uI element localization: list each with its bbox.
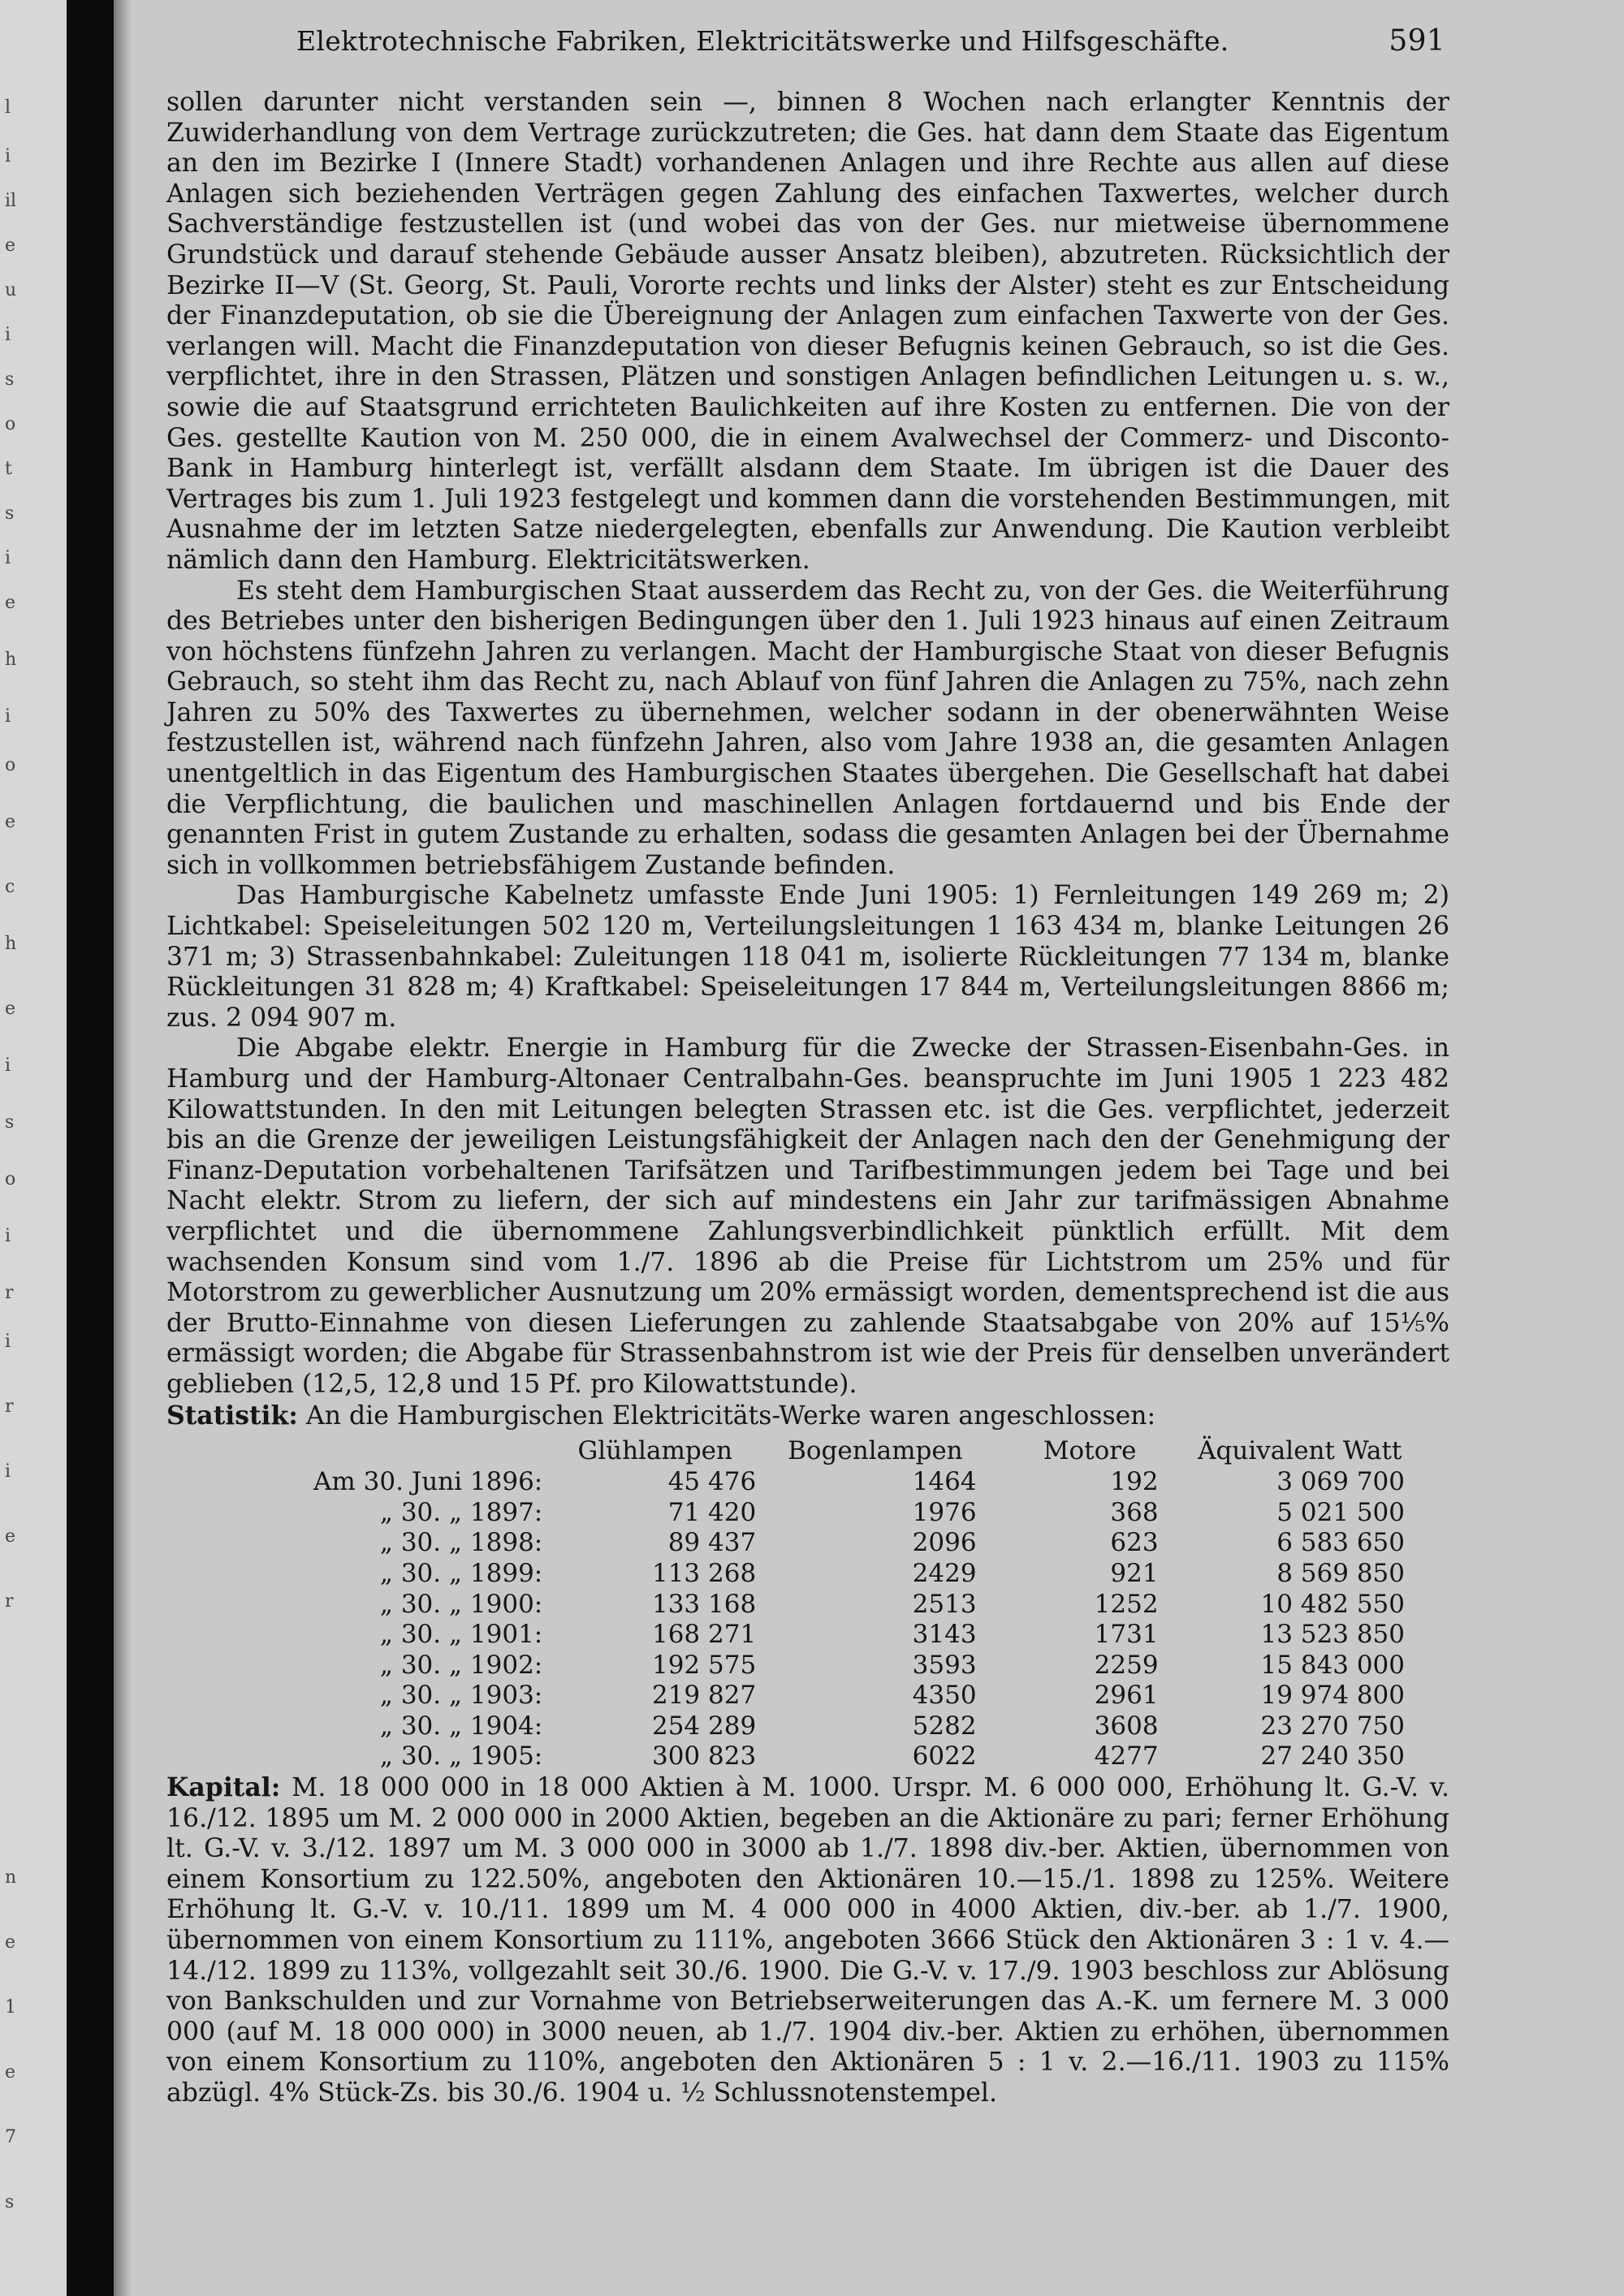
margin-fragment: i: [5, 706, 11, 727]
table-row: [166, 1651, 1449, 1681]
margin-fragment: i: [5, 1226, 11, 1246]
margin-fragment: 7: [5, 2127, 16, 2147]
cell-motore: 1252: [1094, 1589, 1159, 1619]
margin-fragment: e: [5, 2062, 16, 2082]
cell-watt: 19 974 800: [1260, 1681, 1405, 1711]
margin-fragment: e: [5, 593, 16, 613]
cell-motore: 4277: [1094, 1741, 1159, 1772]
row-label: „ 30. „ 1903:: [379, 1681, 543, 1711]
cell-motore: 3608: [1094, 1711, 1159, 1741]
cell-bogenlampen: 3143: [912, 1620, 977, 1650]
cell-bogenlampen: 4350: [912, 1681, 977, 1711]
column-header: Bogenlampen: [788, 1436, 963, 1466]
margin-fragment: il: [5, 191, 17, 211]
margin-fragment: h: [5, 934, 17, 954]
paragraph: Das Hamburgische Kabelnetz umfasste Ende Juni 1905: 1) Fernleitungen 149 269 m; 2) Lichtkabel: Speiseleitungen 502 120 m, Verteilungsleitungen 1 163 434 m, blanke Leitungen 26 371 m; 3) Strassenbahnkabel: Zuleitungen 118 041 m, isolierte Rückleitungen 77 134 m, blanke Rückleitungen 31 828 m; 4) Kraftkabel: Speiseleitungen 17 844 m, Verteilungsleitungen 8866 m; zus. 2 094 907 m.: [166, 881, 1449, 1033]
cell-gluehlampen: 168 271: [651, 1620, 757, 1650]
margin-fragment: e: [5, 999, 16, 1019]
margin-fragment: s: [5, 369, 15, 390]
table-row: [166, 1590, 1449, 1621]
table-row: [166, 1498, 1449, 1529]
cell-gluehlampen: 71 420: [667, 1497, 757, 1527]
row-label: „ 30. „ 1898:: [379, 1528, 543, 1558]
page: [166, 24, 1449, 2109]
cell-gluehlampen: 254 289: [651, 1711, 757, 1741]
cell-gluehlampen: 45 476: [667, 1467, 757, 1497]
cell-watt: 5 021 500: [1276, 1497, 1405, 1527]
column-header: Motore: [1043, 1436, 1137, 1466]
cell-bogenlampen: 1976: [912, 1497, 977, 1527]
margin-fragment: i: [5, 548, 11, 568]
table-row: [166, 1620, 1449, 1651]
cell-gluehlampen: 133 168: [651, 1589, 757, 1619]
kapital-section: [166, 1772, 1449, 2109]
margin-fragment: i: [5, 1331, 11, 1352]
margin-fragment: o: [5, 755, 16, 775]
cell-watt: 3 069 700: [1276, 1467, 1405, 1497]
cell-bogenlampen: 5282: [912, 1711, 977, 1741]
statistik-label: Statistik:: [166, 1400, 298, 1431]
table-row: [166, 1681, 1449, 1711]
row-label: „ 30. „ 1899:: [379, 1558, 543, 1588]
kapital-text: M. 18 000 000 in 18 000 Aktien à M. 1000. Urspr. M. 6 000 000, Erhöhung lt. G.-V. v. 16./12. 1895 um M. 2 000 000 in 2000 Aktien, begeben an die Aktionäre zu pari; ferner Erhöhung lt. G.-V. v. 3./12. 1897 um M. 3 000 000 in 3000 ab 1./7. 1898 div.-ber. Aktien, übernommen von einem Konsortium zu 122.50%, angeboten den Aktionären 10.—15./1. 1898 zu 125%. Weitere Erhöhung lt. G.-V. v. 10./11. 1899 um M. 4 000 000 in 4000 Aktien, div.-ber. ab 1./7. 1900, übernommen von einem Konsortium zu 111%, angeboten 3666 Stück den Aktionären 3 : 1 v. 4.—14./12. 1899 zu 113%, vollgezahlt seit 30./6. 1900. Die G.-V. v. 17./9. 1903 beschloss zur Ablösung von Bankschulden und zur Vornahme von Betriebserweiterungen das A.-K. um fernere M. 3 000 000 (auf M. 18 000 000) in 3000 neuen, ab 1./7. 1904 div.-ber. Aktien zu erhöhen, übernommen von einem Konsortium zu 110%, angeboten den Aktionären 5 : 1 v. 2.—16./11. 1903 zu 115% abzügl. 4% Stück-Zs. bis 30./6. 1904 u. ½ Schlussnotenstempel.: [166, 1773, 1449, 2108]
cell-gluehlampen: 89 437: [667, 1528, 757, 1558]
cell-motore: 2259: [1094, 1650, 1159, 1680]
cell-watt: 6 583 650: [1276, 1528, 1405, 1558]
row-label: „ 30. „ 1904:: [379, 1711, 543, 1741]
cell-bogenlampen: 3593: [912, 1650, 977, 1680]
cell-motore: 1731: [1094, 1620, 1159, 1650]
kapital-label: Kapital:: [166, 1772, 281, 1803]
margin-fragment: r: [5, 1591, 14, 1612]
statistik-table: [166, 1436, 1449, 1772]
cell-watt: 15 843 000: [1260, 1650, 1405, 1680]
table-header-row: [166, 1436, 1449, 1467]
cell-gluehlampen: 219 827: [651, 1681, 757, 1711]
paragraph: sollen darunter nicht verstanden sein —, binnen 8 Wochen nach erlangter Kenntnis der Zuwiderhandlung von dem Vertrage zurückzutreten; die Ges. hat dann dem Staate das Eigentum an den im Bezirke I (Innere Stadt) vorhandenen Anlagen und ihre Rechte aus allen auf diese Anlagen sich beziehenden Verträgen gegen Zahlung des einfachen Taxwertes, welcher durch Sachverständige festzustellen ist (und wobei das von der Ges. nur mietweise übernommene Grundstück und darauf stehende Gebäude ausser Ansatz bleiben), abzutreten. Rücksichtlich der Bezirke II—V (St. Georg, St. Pauli, Vororte rechts und links der Alster) steht es zur Entscheidung der Finanzdeputation, ob sie die Übereignung der Anlagen zum einfachen Taxwerte von der Ges. verlangen will. Macht die Finanzdeputation von dieser Befugnis keinen Gebrauch, so ist die Ges. verpflichtet, ihre in den Strassen, Plätzen und sonstigen Anlagen befindlichen Leitungen u. s. w., sowie die auf Staatsgrund errichteten Baulichkeiten auf ihre Kosten zu entfernen. Die von der Ges. gestellte Kaution von M. 250 000, die in einem Avalwechsel der Commerz- und Disconto-Bank in Hamburg hinterlegt ist, verfällt alsdann dem Staate. Im übrigen ist die Dauer des Vertrages bis zum 1. Juli 1923 festgelegt und kommen dann die vorstehenden Bestimmungen, mit Ausnahme der im letzten Satze niedergelegten, ebenfalls zur Anwendung. Die Kaution verbleibt nämlich dann den Hamburg. Elektricitätswerken.: [166, 88, 1449, 575]
book-gutter: [67, 0, 114, 2296]
row-label: „ 30. „ 1905:: [379, 1741, 543, 1772]
margin-fragment: e: [5, 1932, 16, 1953]
table-row: [166, 1528, 1449, 1559]
column-header: Glühlampen: [577, 1436, 732, 1466]
margin-fragment: i: [5, 1461, 11, 1482]
margin-fragment: s: [5, 1112, 15, 1133]
margin-fragment: i: [5, 325, 11, 345]
cell-bogenlampen: 2096: [912, 1528, 977, 1558]
statistik-intro: An die Hamburgischen Elektricitäts-Werke waren angeschlossen:: [305, 1400, 1156, 1431]
margin-fragment: c: [5, 877, 15, 897]
cell-motore: 368: [1110, 1497, 1159, 1527]
margin-fragment: e: [5, 235, 16, 256]
page-number: 591: [1389, 24, 1445, 58]
cell-gluehlampen: 300 823: [651, 1741, 757, 1772]
cell-watt: 27 240 350: [1260, 1741, 1405, 1772]
cell-watt: 13 523 850: [1260, 1620, 1405, 1650]
cell-motore: 192: [1110, 1467, 1159, 1497]
cell-bogenlampen: 1464: [912, 1467, 977, 1497]
margin-fragment: e: [5, 1526, 16, 1547]
row-label: „ 30. „ 1902:: [379, 1650, 543, 1680]
running-header: [296, 24, 1449, 70]
table-header-blank: [166, 1436, 554, 1467]
cell-gluehlampen: 192 575: [651, 1650, 757, 1680]
margin-fragment: u: [5, 280, 17, 300]
row-label: „ 30. „ 1897:: [379, 1497, 543, 1527]
cell-bogenlampen: 2513: [912, 1589, 977, 1619]
body-text: [166, 88, 1449, 2109]
cell-bogenlampen: 2429: [912, 1558, 977, 1588]
cell-watt: 8 569 850: [1276, 1558, 1405, 1588]
margin-fragment: s: [5, 503, 15, 524]
cell-motore: 921: [1110, 1558, 1159, 1588]
table-row: [166, 1711, 1449, 1742]
table-row: [166, 1467, 1449, 1498]
running-title: Elektrotechnische Fabriken, Elektricitätswerke und Hilfsgeschäfte.: [296, 25, 1229, 57]
margin-fragment: l: [5, 97, 11, 118]
margin-fragment: 1: [5, 1997, 16, 2018]
cell-bogenlampen: 6022: [912, 1741, 977, 1772]
paragraph: Es steht dem Hamburgischen Staat ausserdem das Recht zu, von der Ges. die Weiterführung des Betriebes unter den bisherigen Bedingungen über den 1. Juli 1923 hinaus auf einen Zeitraum von höchstens fünfzehn Jahren zu verlangen. Macht der Hamburgische Staat von dieser Befugnis Gebrauch, so steht ihm das Recht zu, nach Ablauf von fünf Jahren die Anlagen zu 75%, nach zehn Jahren zu 50% des Taxwertes zu übernehmen, welcher sodann in der obenerwähnten Weise festzustellen ist, während nach fünfzehn Jahren, also vom Jahre 1938 an, die gesamten Anlagen unentgeltlich in das Eigentum des Hamburgischen Staates übergehen. Die Gesellschaft hat dabei die Verpflichtung, die baulichen und maschinellen Anlagen fortdauernd und bis Ende der genannten Frist in gutem Zustande zu erhalten, sodass die gesamten Anlagen bei der Übernahme sich in vollkommen betriebsfähigem Zustande befinden.: [166, 576, 1449, 880]
cell-motore: 623: [1110, 1528, 1159, 1558]
margin-fragment: e: [5, 812, 16, 832]
margin-fragment: o: [5, 1169, 16, 1189]
column-header: Äquivalent Watt: [1198, 1436, 1402, 1466]
statistik-heading: [166, 1400, 1449, 1432]
margin-fragment: o: [5, 414, 16, 434]
margin-fragment: i: [5, 146, 11, 166]
table-row: [166, 1741, 1449, 1772]
margin-fragment: h: [5, 650, 17, 670]
margin-fragment: n: [5, 1867, 17, 1888]
margin-fragment: t: [5, 459, 12, 479]
adjacent-page-margin: [0, 0, 67, 2296]
cell-watt: 10 482 550: [1260, 1589, 1405, 1619]
margin-fragment: r: [5, 1396, 14, 1417]
row-label: „ 30. „ 1900:: [379, 1589, 543, 1619]
cell-motore: 2961: [1094, 1681, 1159, 1711]
paragraph: Die Abgabe elektr. Energie in Hamburg für die Zwecke der Strassen-Eisenbahn-Ges. in Hamburg und der Hamburg-Altonaer Centralbahn-Ges. beanspruchte im Juni 1905 1 223 482 Kilowattstunden. In den mit Leitungen belegten Strassen etc. ist die Ges. verpflichtet, jederzeit bis an die Grenze der jeweiligen Leistungsfähigkeit der Anlagen nach den der Genehmigung der Finanz-Deputation vorbehaltenen Tarifsätzen und Tarifbestimmungen jedem bei Tage und bei Nacht elektr. Strom zu liefern, der sich auf mindestens ein Jahr zur tarifmässigen Abnahme verpflichtet und die übernommene Zahlungsverbindlichkeit pünktlich erfüllt. Mit dem wachsenden Konsum sind vom 1./7. 1896 ab die Preise für Lichtstrom um 25% und für Motorstrom zu gewerblicher Ausnutzung um 20% ermässigt worden, dementsprechend ist die aus der Brutto-Einnahme von diesen Lieferungen zu zahlende Staatsabgabe von 20% auf 15⅕% ermässigt worden; die Abgabe für Strassenbahnstrom ist wie der Preis für denselben unverändert geblieben (12,5, 12,8 und 15 Pf. pro Kilowattstunde).: [166, 1034, 1449, 1399]
margin-fragment: r: [5, 1283, 14, 1303]
cell-watt: 23 270 750: [1260, 1711, 1405, 1741]
margin-fragment: s: [5, 2192, 15, 2212]
row-label: „ 30. „ 1901:: [379, 1620, 543, 1650]
gutter-shadow: [114, 0, 132, 2296]
margin-fragment: i: [5, 1055, 11, 1076]
cell-gluehlampen: 113 268: [651, 1558, 757, 1588]
row-label: Am 30. Juni 1896:: [313, 1467, 543, 1497]
table-row: [166, 1559, 1449, 1590]
